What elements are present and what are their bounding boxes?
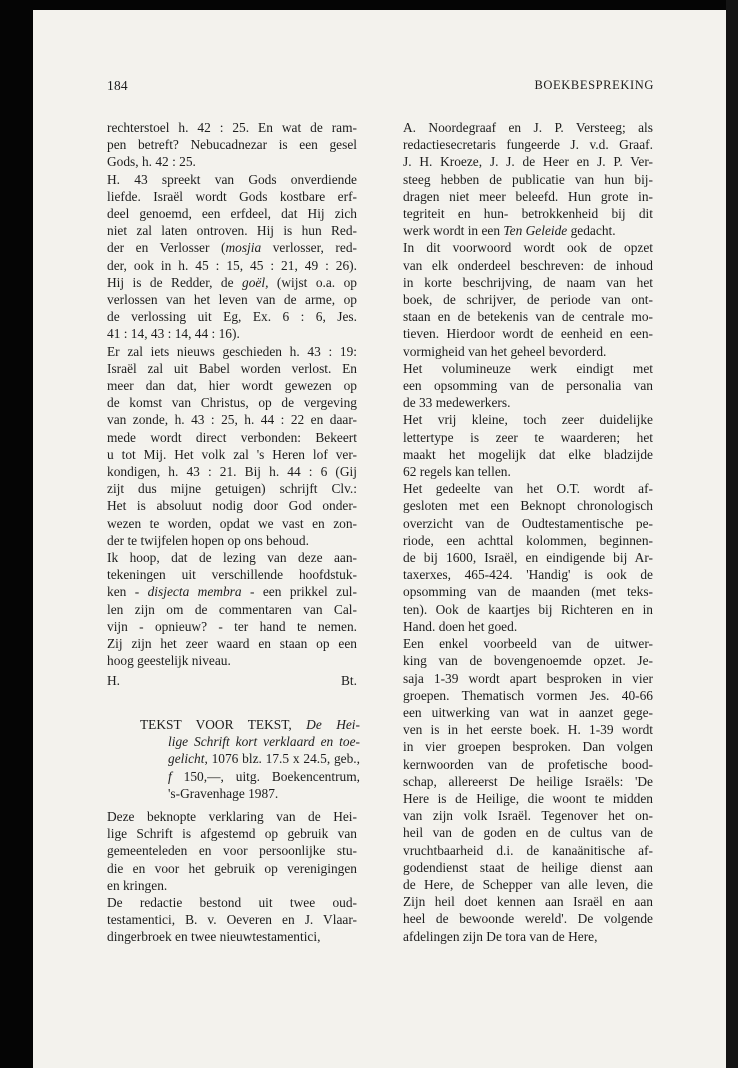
text-line: in vier groepen besproken. Dan volgen [403,739,653,755]
text-line: ven is in het eerste boek. H. 1-39 wordt [403,722,653,738]
text-line: vruchtbaarheid d.i. de kanaänitische af- [403,842,653,858]
text-line: Deze beknopte verklaring van de Hei- [107,809,357,824]
text-line: redactiesecretaris fungeerde J. v.d. Graaf. [403,137,653,153]
text-line: De redactie bestond uit twee oud- [107,895,357,911]
text-line: pen betreft? Nebucadnezar is een gesel [107,137,357,153]
text-line: zijt dus mijne getuigen) schrijft Clv.: [107,481,357,497]
text-line: Here is de Heilige, die woont te midden [403,790,653,806]
text-line: van zonde, h. 43 : 25, h. 44 : 22 en daar- [107,412,357,428]
text-line: werk wordt in een Ten Geleide gedacht. [403,223,616,239]
text-line: tekeningen uit verschillende hoofdstuk- [107,567,357,583]
text-line: staan en de betekenis van de centrale mo- [403,309,653,325]
text-line: vijn - opnieuw? - ter hand te nemen. [107,618,357,634]
running-title: BOEKBESPREKING [534,78,654,92]
text-line: mede wordt direct verbonden: Bekeert [107,429,357,445]
text-line: verlossen van het leven van de arme, op [107,292,357,308]
text-line: meer dan dat, hier wordt gewezen op [107,378,357,394]
text-line: Zij zijn het zeer waard en staan op een [107,636,357,652]
scan-border-left [0,0,33,1068]
scan-border-right [726,0,738,1068]
text-line: van elk onderdeel beschreven: de inhoud [403,257,653,273]
text-line: Het vrij kleine, toch zeer duidelijke [403,412,653,428]
text-line: maakt het mogelijk dat elke bladzijde [403,446,653,462]
text-line: gesloten met een Beknopt chronologisch [403,498,653,514]
text-line: dingerbroek en twee nieuwtestamentici, [107,929,321,945]
text-line: Ik hoop, dat de lezing van deze aan- [107,550,357,566]
text-line: der en Verlosser (mosjia verlosser, red- [107,240,357,256]
text-line: afdelingen zijn De tora van de Here, [403,928,598,944]
text-line: lettertype is zeer te waarderen; het [403,429,653,445]
text-line: testamentici, B. v. Oeveren en J. Vlaar- [107,912,357,928]
scan-border-top [0,0,738,10]
signature-initials: Bt. [341,673,357,688]
text-line: die en voor het gebruik op verenigingen [107,860,357,876]
text-line: godendienst staat de heilige dienst aan [403,859,653,875]
text-line: tieven. Hierdoor wordt de eenheid en een- [403,326,653,342]
text-line: Israël zal uit Babel worden verlost. En [107,360,357,376]
right-column [403,119,653,945]
text-line: boek, de schrijver, de periode van ont- [403,292,653,308]
text-line: Gods, h. 42 : 25. [107,154,196,170]
text-line: H. 43 spreekt van Gods onverdiende [107,171,357,187]
text-line: gemeenteleden en voor persoonlijke stu- [107,843,357,859]
book-detail-line: gelicht, 1076 blz. 17.5 x 24.5, geb., [168,751,360,767]
text-line: A. Noordegraaf en J. P. Versteeg; als [403,120,653,135]
text-line: een opsomming van de personalia van [403,378,653,394]
text-line: rechterstoel h. 42 : 25. En wat de ram- [107,120,357,135]
text-line: groepen. Thematisch vormen Jes. 40-66 [403,687,653,703]
text-line: saja 1-39 wordt apart besproken in vier [403,670,653,686]
text-line: de Here, de Schepper van alle leven, die [403,876,653,892]
text-line: liefde. Israël wordt Gods kostbare erf- [107,188,357,204]
text-line: steeg hebben de publicatie van hun bij- [403,171,653,187]
left-column [107,119,357,670]
text-line: Een enkel voorbeeld van de uitwer- [403,636,653,652]
text-line: 41 : 14, 43 : 14, 44 : 16). [107,326,240,342]
text-line: heil van de goden en de cultus van de [403,825,653,841]
text-line: dragen niet meer beleefd. Hun grote in- [403,188,653,204]
text-line: taxerxes, 465-424. 'Handig' is ook de [403,567,653,583]
book-detail-line: 's-Gravenhage 1987. [168,785,279,801]
book-title: TEKST VOOR TEKST, De Hei- [140,717,360,732]
text-line: Er zal iets nieuws geschieden h. 43 : 19: [107,343,357,359]
text-line: kondigen, h. 43 : 21. Bij h. 44 : 6 (Gij [107,464,357,480]
book-detail-line: f 150,—, uitg. Boekencentrum, [168,768,360,784]
text-line: een uitwerking van wat in aanzet gege- [403,704,653,720]
text-line: Het volumineuze werk eindigt met [403,360,653,376]
signature-author: H. [107,673,121,688]
text-line: van zijn volk Israël. Tegenover het on- [403,808,653,824]
page-number: 184 [107,78,128,93]
text-line: de komst van Christus, op de vergeving [107,395,357,411]
text-line: schap, allereerst De heilige Israëls: 'De [403,773,653,789]
text-line: de bij 1600, Israël, en eindigende bij Ar- [403,550,653,566]
text-line: king van de bovengenoemde opzet. Je- [403,653,653,669]
text-line: len zijn om de commentaren van Cal- [107,601,357,617]
text-line: hoog geestelijk niveau. [107,653,231,669]
text-line: riode, een achttal kolommen, beginnen- [403,532,653,548]
text-line: en kringen. [107,877,168,893]
text-line: Zijn heil doet kennen aan Israël en aan [403,894,653,910]
text-line: ken - disjecta membra - een prikkel zul- [107,584,357,600]
left-column-bottom [107,808,357,946]
text-line: J. H. Kroeze, J. J. de Heer en J. P. Ver- [403,154,653,170]
text-line: Het gedeelte van het O.T. wordt af- [403,481,653,497]
text-line: de verlossing uit Eg, Ex. 6 : 6, Jes. [107,309,357,325]
text-line: Het is absoluut nodig door God onder- [107,498,357,514]
text-line: niet zal laten ontroven. Hij is hun Red- [107,223,357,239]
text-line: der te twijfelen hopen op ons behoud. [107,532,309,548]
text-line: vormigheid van het geheel bevorderd. [403,343,607,359]
book-detail-line: lige Schrift kort verklaard en toe- [168,734,360,750]
text-line: ten). Ook de kaartjes bij Richteren en in [403,601,653,617]
text-line: 62 regels kan tellen. [403,464,511,480]
text-line: tegriteit en hun- betrokkenheid bij dit [403,206,653,222]
text-line: heel de bewoonde wereld'. De volgende [403,911,653,927]
text-line: u tot Mij. Het volk zal 's Heren lof ver- [107,446,357,462]
text-line: deel genoemd, een erfdeel, dat Hij zich [107,206,357,222]
text-line: in korte beschrijving, de naam van het [403,274,653,290]
text-line: opsomming van de maanden (met teks- [403,584,653,600]
book-entry [140,716,360,802]
text-line: overzicht van de Oudtestamentische pe- [403,515,653,531]
text-line: der, ook in h. 45 : 15, 45 : 21, 49 : 26). [107,257,357,273]
text-line: kernwoorden van de profetische bood- [403,756,653,772]
text-line: Hij is de Redder, de goël, (wijst o.a. op [107,274,357,290]
text-line: lige Schrift is afgestemd op gebruik van [107,826,357,842]
text-line: de 33 medewerkers. [403,395,511,411]
text-line: Hand. doen het goed. [403,618,518,634]
text-line: wezen te worden, opdat we vast en zon- [107,515,357,531]
text-line: In dit voorwoord wordt ook de opzet [403,240,653,256]
